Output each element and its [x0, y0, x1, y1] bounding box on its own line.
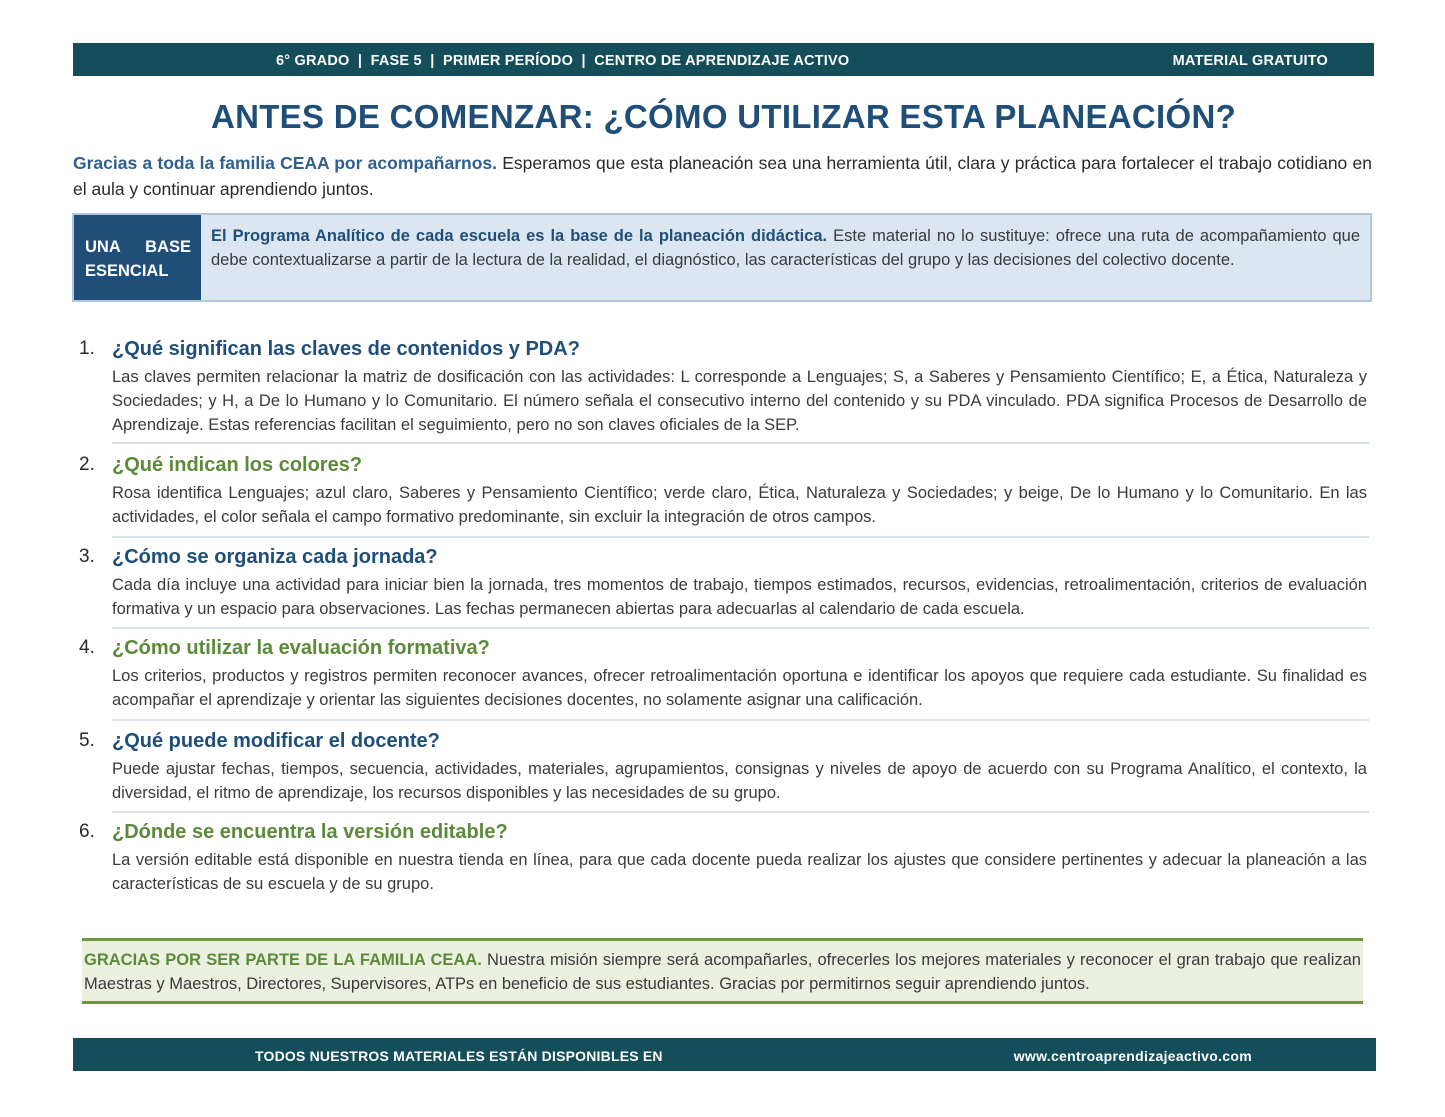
faq-question: ¿Dónde se encuentra la versión editable? [112, 821, 508, 843]
base-tag-word-2: BASE [145, 238, 191, 256]
faq-question: ¿Cómo se organiza cada jornada? [112, 546, 438, 568]
faq-question: ¿Qué puede modificar el docente? [112, 730, 440, 752]
faq-number: 6. [79, 821, 95, 842]
faq-answer: Rosa identifica Lenguajes; azul claro, Saberes y Pensamiento Científico; verde claro, Ética, Naturaleza y Sociedades; y beige, De lo Humano y lo Comunitario. En las actividades, el color señala el campo formativo predominante, sin excluir la integración de otros campos. [112, 484, 1367, 526]
faq-question: ¿Cómo utilizar la evaluación formativa? [112, 637, 490, 659]
divider [112, 719, 1369, 721]
base-tag-word-3: ESENCIAL [85, 262, 169, 280]
footer-availability-text: TODOS NUESTROS MATERIALES ESTÁN DISPONIBLES EN [255, 1048, 663, 1064]
divider [112, 442, 1369, 444]
base-tag [74, 215, 201, 300]
faq-question: ¿Qué indican los colores? [112, 454, 363, 476]
base-body: Este material no lo sustituye: ofrece una ruta de acompañamiento que debe contextualizarse a partir de la lectura de la realidad, el diagnóstico, las características del grupo y las decisiones del colectivo docente. [211, 227, 1360, 269]
footer-website-link[interactable]: www.centroaprendizajeactivo.com [1013, 1048, 1252, 1064]
divider [112, 811, 1369, 813]
faq-number: 3. [79, 546, 95, 567]
base-text [211, 224, 1360, 272]
faq-number: 2. [79, 454, 95, 475]
faq-answer: Los criterios, productos y registros permiten reconocer avances, ofrecer retroalimentación oportuna e identificar los apoyos que requiere cada estudiante. Su finalidad es acompañar el aprendizaje y orientar las siguientes decisiones docentes, no solamente asignar una calificación. [112, 667, 1367, 709]
thanks-callout [82, 938, 1363, 1004]
divider [112, 536, 1369, 538]
intro-text: Esperamos que esta planeación sea una herramienta útil, clara y práctica para fortalecer el trabajo cotidiano en el aula y continuar aprendiendo juntos. [73, 153, 1372, 199]
faq-number: 5. [79, 730, 95, 751]
intro-paragraph [73, 150, 1372, 202]
divider [112, 627, 1369, 629]
free-material-label: MATERIAL GRATUITO [1172, 53, 1328, 69]
page-title: ANTES DE COMENZAR: ¿CÓMO UTILIZAR ESTA PLANEACIÓN? [210, 98, 1237, 135]
faq-number: 4. [79, 637, 95, 658]
faq-answer: Puede ajustar fechas, tiempos, secuencia, actividades, materiales, agrupamientos, consignas y niveles de apoyo de acuerdo con su Programa Analítico, el contexto, la diversidad, el ritmo de aprendizaje, los recursos disponibles y las necesidades de su grupo. [112, 760, 1367, 802]
header-bar [73, 43, 1374, 76]
thanks-text [84, 948, 1361, 996]
faq-answer: La versión editable está disponible en nuestra tienda en línea, para que cada docente pueda realizar los ajustes que considere pertinentes y adecuar la planeación a las características de su escuela y de su grupo. [112, 851, 1367, 893]
base-tag-word-1: UNA [85, 238, 121, 256]
faq-number: 1. [79, 338, 95, 359]
thanks-lead: GRACIAS POR SER PARTE DE LA FAMILIA CEAA. [84, 951, 482, 969]
thanks-body: Nuestra misión siempre será acompañarles, ofrecerles los mejores materiales y reconocer el gran trabajo que realizan Maestras y Maestros, Directores, Supervisores, ATPs en beneficio de sus estudiantes. Gracias por permitirnos seguir aprendiendo juntos. [84, 951, 1361, 993]
footer-bar [73, 1038, 1376, 1071]
base-lead: El Programa Analítico de cada escuela es la base de la planeación didáctica. [211, 227, 828, 245]
base-callout [72, 213, 1372, 302]
faq-answer: Cada día incluye una actividad para iniciar bien la jornada, tres momentos de trabajo, tiempos estimados, recursos, evidencias, retroalimentación, criterios de evaluación formativa y un espacio para observaciones. Las fechas permanecen abiertas para adecuarlas al calendario de cada escuela. [112, 576, 1367, 618]
faq-question: ¿Qué significan las claves de contenidos y PDA? [112, 338, 580, 360]
faq-answer: Las claves permiten relacionar la matriz de dosificación con las actividades: L corresponde a Lenguajes; S, a Saberes y Pensamiento Científico; E, a Ética, Naturaleza y Sociedades; y H, a De lo Humano y lo Comunitario. El número señala el consecutivo interno del contenido y su PDA vinculado. PDA significa Procesos de Desarrollo de Aprendizaje. Estas referencias facilitan el seguimiento, pero no son claves oficiales de la SEP. [112, 368, 1367, 434]
header-info: 6° GRADO | FASE 5 | PRIMER PERÍODO | CENTRO DE APRENDIZAJE ACTIVO [276, 53, 850, 69]
intro-lead: Gracias a toda la familia CEAA por acompañarnos. [73, 153, 498, 173]
